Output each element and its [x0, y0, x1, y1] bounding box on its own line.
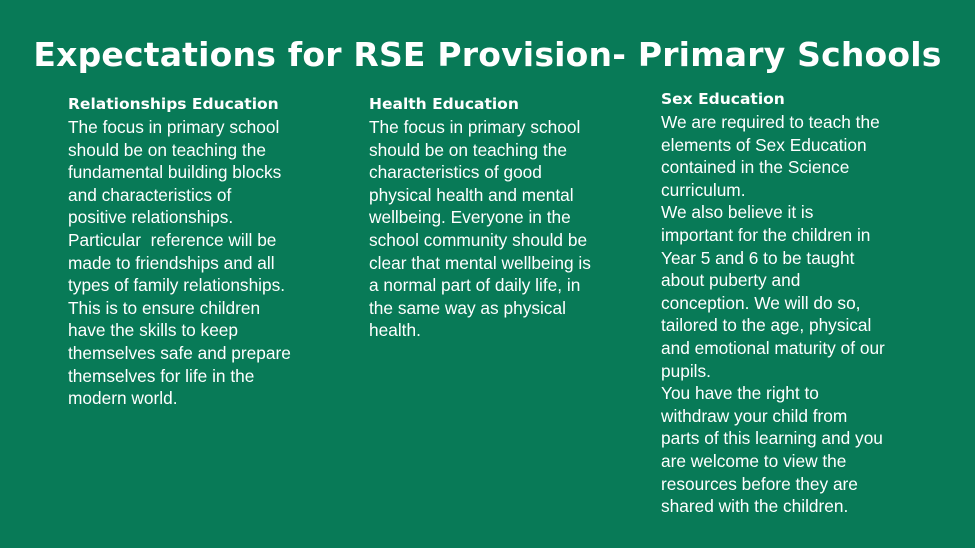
body-line: The focus in primary school: [68, 117, 280, 137]
body-line: Particular reference will be: [68, 229, 277, 250]
body-line: health.: [369, 320, 421, 341]
body-line: are welcome to view the: [661, 450, 847, 471]
body-line: tailored to the age, physical: [661, 315, 872, 336]
body-line: have the skills to keep: [68, 320, 239, 341]
column-body: [661, 111, 885, 518]
body-line: We also believe it is: [661, 202, 814, 223]
column-heading: Sex Education: [661, 90, 785, 108]
body-line: fundamental building blocks: [68, 162, 282, 183]
body-line: and characteristics of: [68, 184, 232, 205]
body-line: themselves safe and prepare: [68, 342, 291, 363]
body-line: pupils.: [661, 360, 711, 381]
body-line: resources before they are: [661, 473, 858, 494]
body-line: elements of Sex Education: [661, 134, 867, 155]
body-line: contained in the Science: [661, 157, 850, 178]
column-heading: Relationships Education: [68, 95, 279, 113]
body-line: a normal part of daily life, in: [369, 275, 581, 296]
column-relationships-education: [68, 94, 291, 410]
body-line: Year 5 and 6 to be taught: [661, 247, 855, 268]
body-line: clear that mental wellbeing is: [369, 252, 591, 273]
body-line: should be on teaching the: [369, 139, 567, 160]
body-line: modern world.: [68, 388, 178, 409]
body-line: characteristics of good: [369, 162, 542, 183]
column-heading: Health Education: [369, 95, 519, 113]
body-line: physical health and mental: [369, 184, 574, 205]
body-line: curriculum.: [661, 179, 746, 200]
body-line: positive relationships.: [68, 207, 234, 228]
body-line: the same way as physical: [369, 297, 566, 318]
slide-title: Expectations for RSE Provision- Primary Schools: [33, 35, 942, 74]
body-line: about puberty and: [661, 270, 801, 291]
body-line: and emotional maturity of our: [661, 337, 885, 358]
body-line: parts of this learning and you: [661, 428, 883, 449]
body-line: types of family relationships.: [68, 275, 286, 296]
body-line: made to friendships and all: [68, 252, 275, 273]
column-sex-education: [661, 89, 885, 518]
body-line: You have the right to: [661, 383, 819, 404]
body-line: shared with the children.: [661, 496, 849, 517]
body-line: important for the children in: [661, 224, 871, 245]
body-line: The focus in primary school: [369, 117, 581, 137]
body-line: We are required to teach the: [661, 112, 880, 132]
body-line: This is to ensure children: [68, 297, 261, 318]
column-health-education: [369, 94, 591, 342]
body-line: school community should be: [369, 229, 588, 250]
body-line: wellbeing. Everyone in the: [369, 207, 571, 228]
body-line: withdraw your child from: [661, 405, 848, 426]
body-line: should be on teaching the: [68, 139, 266, 160]
body-line: themselves for life in the: [68, 365, 255, 386]
column-body: [369, 116, 591, 342]
body-line: conception. We will do so,: [661, 292, 861, 313]
column-body: [68, 116, 291, 410]
